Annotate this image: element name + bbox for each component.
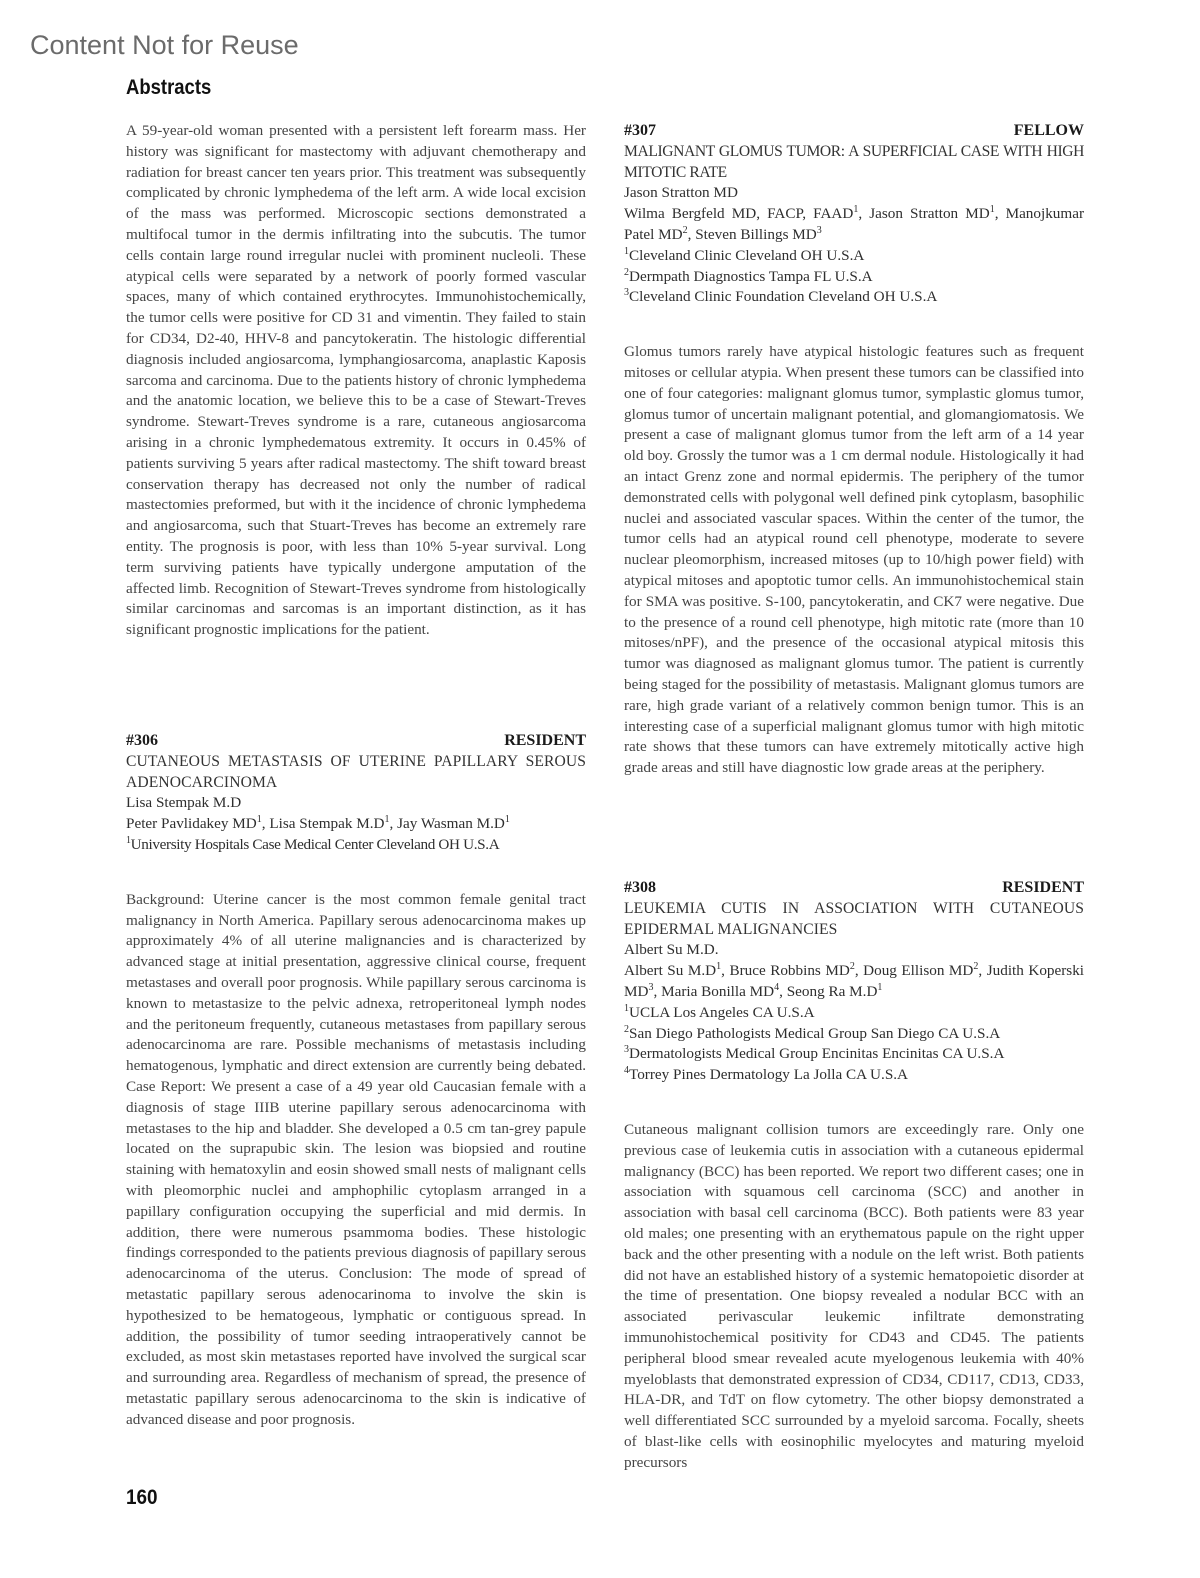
affiliation-text: San Diego Pathologists Medical Group San Diego CA U.S.A	[629, 1024, 1001, 1042]
author-affil-sup: 3	[816, 224, 822, 236]
abstract-header	[624, 878, 1084, 899]
separator: ,	[261, 815, 270, 833]
affiliation-text: University Hospitals Case Medical Center Cleveland OH U.S.A	[130, 835, 500, 853]
affiliation-text: Cleveland Clinic Cleveland OH U.S.A	[629, 246, 865, 264]
separator: ,	[721, 962, 730, 980]
separator: ,	[389, 815, 398, 833]
affiliation-text: Cleveland Clinic Foundation Cleveland OH U.S.A	[629, 288, 938, 306]
author-affil-sup: 1	[256, 814, 262, 826]
affiliation-sup: 4	[624, 1065, 629, 1077]
abstract-306	[126, 731, 586, 1431]
author: Seong Ra M.D	[786, 982, 878, 1000]
author-affil-sup: 2	[849, 961, 855, 973]
author-affil-sup: 4	[774, 981, 780, 993]
separator: ,	[858, 205, 870, 223]
author-list	[126, 814, 586, 835]
abstract-body: Glomus tumors rarely have atypical histologic features such as frequent mitoses or cellular atypia. When present these tumors can be classified into one of four categories: malignant glomus tumor, symplastic glomus tumor, glomus tumor of uncertain malignant potential, and glomangiomatosis. We present a case of malignant glomus tumor from the left arm of a 14 year old boy. Grossly the tumor was a 1 cm dermal nodule. Histologically it had an intact Grenz zone and normal epidermis. The periphery of the tumor demonstrated cells with polygonal well defined pink cytoplasm, basophilic nuclei and associated vascular spaces. Within the center of the tumor, the tumor cells had an atypical round cell phenotype, moderate to severe nuclear pleomorphism, increased mitoses (up to 10/high power field) with atypical mitoses and apoptotic tumor cells. An immunohistochemical stain for SMA was positive. S-100, pancytokeratin, and CK7 were negative. Due to the presence of a round cell phenotype, high mitotic rate (more than 10 mitoses/nPF), and the presence of the occasional atypical mitosis this tumor was diagnosed as malignant glomus tumor. The patient is currently being staged for the possibility of metastasis. Malignant glomus tumors are rare, high grade variant of a relatively common benign tumor. This is an interesting case of a superficial malignant glomus tumor with high mitotic rate shows that these tumors can have extremely mitotically active high grade areas and still have diagnostic low grade areas at the periphery.	[624, 343, 1084, 777]
author: Manojkumar Patel MD	[624, 205, 1085, 243]
affiliation	[624, 1044, 1084, 1065]
author: Lisa Stempak M.D	[269, 815, 385, 833]
abstract-title: CUTANEOUS METASTASIS OF UTERINE PAPILLARY SEROUS ADENOCARCINOMA	[126, 752, 586, 791]
author: Wilma Bergfeld MD, FACP, FAAD	[624, 205, 854, 223]
author: Judith Koperski MD	[624, 962, 1085, 1000]
presenter: Albert Su M.D.	[624, 941, 719, 959]
section-title: Abstracts	[126, 76, 212, 99]
author-affil-sup: 1	[716, 961, 722, 973]
author-affil-sup: 1	[504, 814, 510, 826]
abstract-category: FELLOW	[1013, 122, 1084, 139]
abstract-continued	[126, 121, 586, 641]
author-affil-sup: 3	[648, 981, 654, 993]
watermark: Content Not for Reuse	[30, 30, 299, 60]
affiliation-sup: 3	[624, 1044, 629, 1056]
abstract-header	[126, 731, 586, 752]
affiliation-text: Dermpath Diagnostics Tampa FL U.S.A	[629, 267, 873, 285]
affiliation	[624, 1003, 1084, 1024]
separator: ,	[854, 962, 864, 980]
affiliation-text: Torrey Pines Dermatology La Jolla CA U.S.A	[629, 1066, 909, 1084]
affiliation-sup: 1	[624, 1002, 629, 1014]
author: Doug Ellison MD	[863, 962, 974, 980]
author: Maria Bonilla MD	[661, 982, 775, 1000]
abstract-body: Cutaneous malignant collision tumors are exceedingly rare. Only one previous case of leukemia cutis in association with a cutaneous epidermal malignancy (BCC) has been reported. We report two different cases; one in association with squamous cell carcinoma (SCC) and another in association with basal cell carcinoma (BCC). Both patients were 83 year old males; one presenting with an erythematous papule on the right upper back and the other presenting with a nodule on the left wrist. Both patients did not have an established history of a systemic hematopoietic disorder at the time of presentation. One biopsy revealed a nodular BCC with an associated perivascular leukemic infiltrate demonstrating immunohistochemical positivity for CD43 and CD45. The patients peripheral blood smear revealed acute myelogenous leukemia with 40% myeloblasts that demonstrated expression of CD34, CD117, CD13, CD33, HLA-DR, and TdT on flow cytometry. The other biopsy demonstrated a well differentiated SCC surrounded by a myeloid sarcoma. Focally, sheets of blast-like cells with eosinophilic myelocytes and maturing myeloid precursors	[624, 1120, 1084, 1471]
separator: ,	[653, 982, 662, 1000]
abstract-category: RESIDENT	[504, 732, 586, 749]
abstract-307	[624, 121, 1084, 779]
abstract-title: MALIGNANT GLOMUS TUMOR: A SUPERFICIAL CASE WITH HIGH MITOTIC RATE	[624, 142, 1084, 181]
affiliation	[624, 1065, 1084, 1086]
abstract-number: #306	[126, 732, 158, 749]
separator: ,	[994, 205, 1006, 223]
affiliation	[624, 267, 1084, 288]
separator: ,	[779, 982, 787, 1000]
author: Peter Pavlidakey MD	[126, 815, 257, 833]
presenter: Lisa Stempak M.D	[126, 794, 242, 812]
abstract-body: A 59-year-old woman presented with a persistent left forearm mass. Her history was significant for mastectomy with adjuvant chemotherapy and radiation for breast cancer ten years prior. This treatment was subsequently complicated by chronic lymphedema of the left arm. A wide local excision of the mass was performed. Microscopic sections demonstrated a multifocal tumor in the dermis infiltrating into the subcutis. The tumor cells contain large round irregular nuclei with prominent nucleoli. These atypical cells were separated by a network of poorly formed vascular spaces, many of which contained erythrocytes. Immunohistochemically, the tumor cells were positive for CD 31 and vimentin. They failed to stain for CD34, D2-40, HHV-8 and pancytokeratin. The histologic differential diagnosis included angiosarcoma, lymphangiosarcoma, anaplastic Kaposis sarcoma and carcinoma. Due to the patients history of chronic lymphedema and the anatomic location, we believe this to be a case of Stewart-Treves syndrome. Stewart-Treves syndrome is a rare, cutaneous angiosarcoma arising in a chronic lymphedematous extremity. It occurs in 0.45% of patients surviving 5 years after radical mastectomy. The shift toward breast conservation therapy has decreased not only the number of radical mastectomies preformed, but with it the incidence of chronic lymphedema and angiosarcoma, such that Stuart-Treves has become an extremely rare entity. The prognosis is poor, with less than 10% 5-year survival. Long term surviving patients have typically undergone amputation of the affected limb. Recognition of Stewart-Treves syndrome from histologically similar carcinomas and sarcomas is an important distinction, as it has significant prognostic implications for the patient.	[126, 122, 586, 639]
affiliation	[624, 246, 1084, 267]
author: Jason Stratton MD	[869, 205, 990, 223]
author-affil-sup: 1	[384, 814, 390, 826]
affiliation-sup: 3	[624, 287, 629, 299]
affiliation-sup: 1	[126, 834, 131, 846]
abstract-category: RESIDENT	[1002, 879, 1084, 896]
author-list	[624, 204, 1084, 246]
affiliation-sup: 2	[624, 1023, 629, 1035]
author: Albert Su M.D	[624, 962, 717, 980]
abstract-header	[624, 121, 1084, 142]
author-list	[624, 961, 1084, 1003]
affiliation-sup: 2	[624, 266, 629, 278]
abstract-308	[624, 878, 1084, 1474]
affiliation	[624, 287, 1084, 308]
abstract-title: LEUKEMIA CUTIS IN ASSOCIATION WITH CUTANEOUS EPIDERMAL MALIGNANCIES	[624, 899, 1084, 938]
author-affil-sup: 2	[973, 961, 979, 973]
affiliation-text: UCLA Los Angeles CA U.S.A	[629, 1003, 815, 1021]
affiliation	[126, 835, 586, 856]
affiliation-text: Dermatologists Medical Group Encinitas Encinitas CA U.S.A	[629, 1045, 1005, 1063]
abstract-body: Background: Uterine cancer is the most common female genital tract malignancy in North America. Papillary serous adenocarcinoma makes up approximately 4% of all uterine malignancies and is characterized by advanced stage at initial presentation, aggressive clinical course, frequent metastases and overall poor prognosis. While papillary serous carcinoma is known to metastasize to the pelvic adnexa, retroperitoneal lymph nodes and the peritoneum frequently, cutaneous metastases from papillary serous adenocarcinoma are rare. Possible mechanisms of metastasis including hematogenous, lymphatic and direct extension are currently being debated. Case Report: We present a case of a 49 year old Caucasian female with a diagnosis of stage IIIB uterine papillary serous adenocarcinoma with metastases to the hip and bladder. She developed a 0.5 cm tan-grey papule located on the suprapubic skin. The lesion was biopsied and routine staining with hematoxylin and eosin showed small nests of malignant cells with pleomorphic nuclei and amphophilic cytoplasm arranged in a papillary configuration occupying the superficial and mid dermis. In addition, there were numerous psammoma bodies. These histologic findings corresponded to the patients previous diagnosis of papillary serous adenocarcinoma of the uterus. Conclusion: The mode of spread of metastatic papillary serous adenocarinoma to involve the skin is hypothesized to be hematogeous, lymphatic or contiguous spread. In addition, the possibility of tumor seeding intraoperatively cannot be excluded, as most skin metastases reported have involved the surgical scar and surrounding area. Regardless of mechanism of spread, the presence of metastatic papillary serous adenocarcinoma to the skin is indicative of advanced disease and poor prognosis.	[126, 890, 586, 1428]
author-affil-sup: 1	[853, 204, 859, 216]
author: Jay Wasman M.D	[397, 815, 505, 833]
presenter: Jason Stratton MD	[624, 184, 738, 202]
affiliation	[624, 1024, 1084, 1045]
page-number: 160	[126, 1486, 158, 1509]
author-affil-sup: 1	[877, 981, 883, 993]
abstract-number: #307	[624, 122, 656, 139]
author: Bruce Robbins MD	[729, 962, 850, 980]
author-affil-sup: 1	[989, 204, 995, 216]
author: Steven Billings MD	[695, 225, 817, 243]
abstract-number: #308	[624, 879, 656, 896]
author-affil-sup: 2	[682, 224, 688, 236]
separator: ,	[687, 225, 696, 243]
affiliation-sup: 1	[624, 245, 629, 257]
separator: ,	[978, 962, 987, 980]
